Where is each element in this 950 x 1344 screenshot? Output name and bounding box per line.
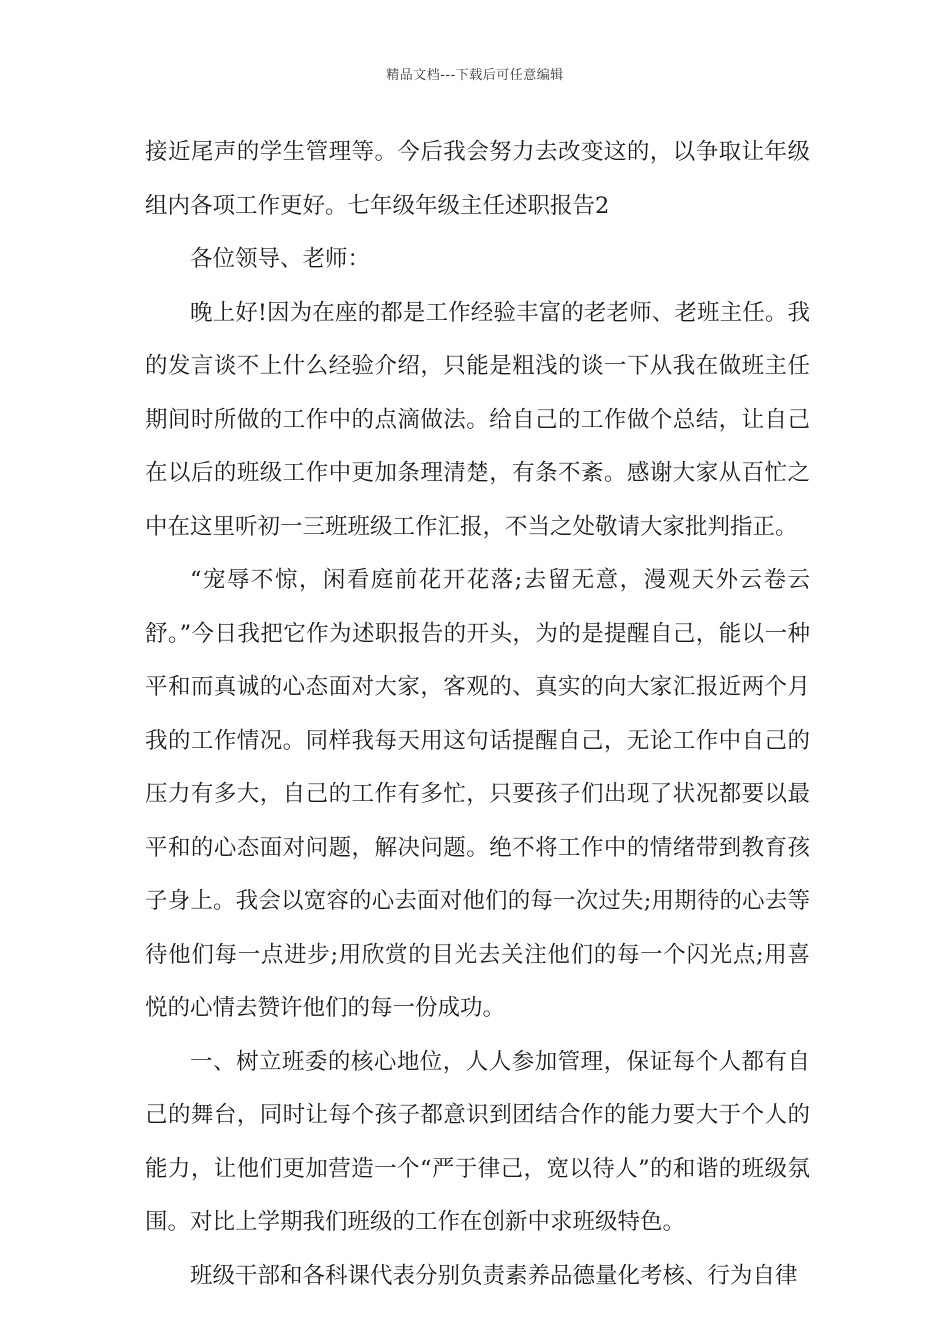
paragraph-5: 一、树立班委的核心地位，人人参加管理，保证每个人都有自己的舞台，同时让每个孩子都意识到团结合作的能力要大于个人的能力，让他们更加营造一个“严于律己，宽以待人”的和谐的班级氛围。对比上学期我们班级的工作在创新中求班级特色。	[145, 1048, 810, 1235]
paragraph-6: 班级干部和各科课代表分别负责素养品德量化考核、行为自律	[190, 1262, 798, 1289]
paragraph-3: 晚上好!因为在座的都是工作经验丰富的老老师、老班主任。我的发言谈不上什么经验介绍，只能是粗浅的谈一下从我在做班主任期间时所做的工作中的点滴做法。给自己的工作做个总结，让自己在以后的班级工作中更加条理清楚，有条不紊。感谢大家从百忙之中在这里听初一三班班级工作汇报，不当之处敬请大家批判指正。	[145, 299, 810, 540]
document-body	[145, 126, 810, 1303]
page-header: 精品文档---下载后可任意编辑	[386, 68, 564, 83]
paragraph-4: “宠辱不惊，闲看庭前花开花落;去留无意，漫观天外云卷云舒。”今日我把它作为述职报告的开头，为的是提醒自己，能以一种平和而真诚的心态面对大家，客观的、真实的向大家汇报近两个月我的工作情况。同样我每天用这句话提醒自己，无论工作中自己的压力有多大，自己的工作有多忙，只要孩子们出现了状况都要以最平和的心态面对问题，解决问题。绝不将工作中的情绪带到教育孩子身上。我会以宽容的心去面对他们的每一次过失;用期待的心去等待他们每一点进步;用欣赏的目光去关注他们的每一个闪光点;用喜悦的心情去赞许他们的每一份成功。	[145, 567, 810, 1021]
paragraph-2: 各位领导、老师：	[190, 246, 371, 272]
paragraph-1: 接近尾声的学生管理等。今后我会努力去改变这的，以争取让年级组内各项工作更好。七年级年级主任述职报告2	[145, 139, 810, 219]
